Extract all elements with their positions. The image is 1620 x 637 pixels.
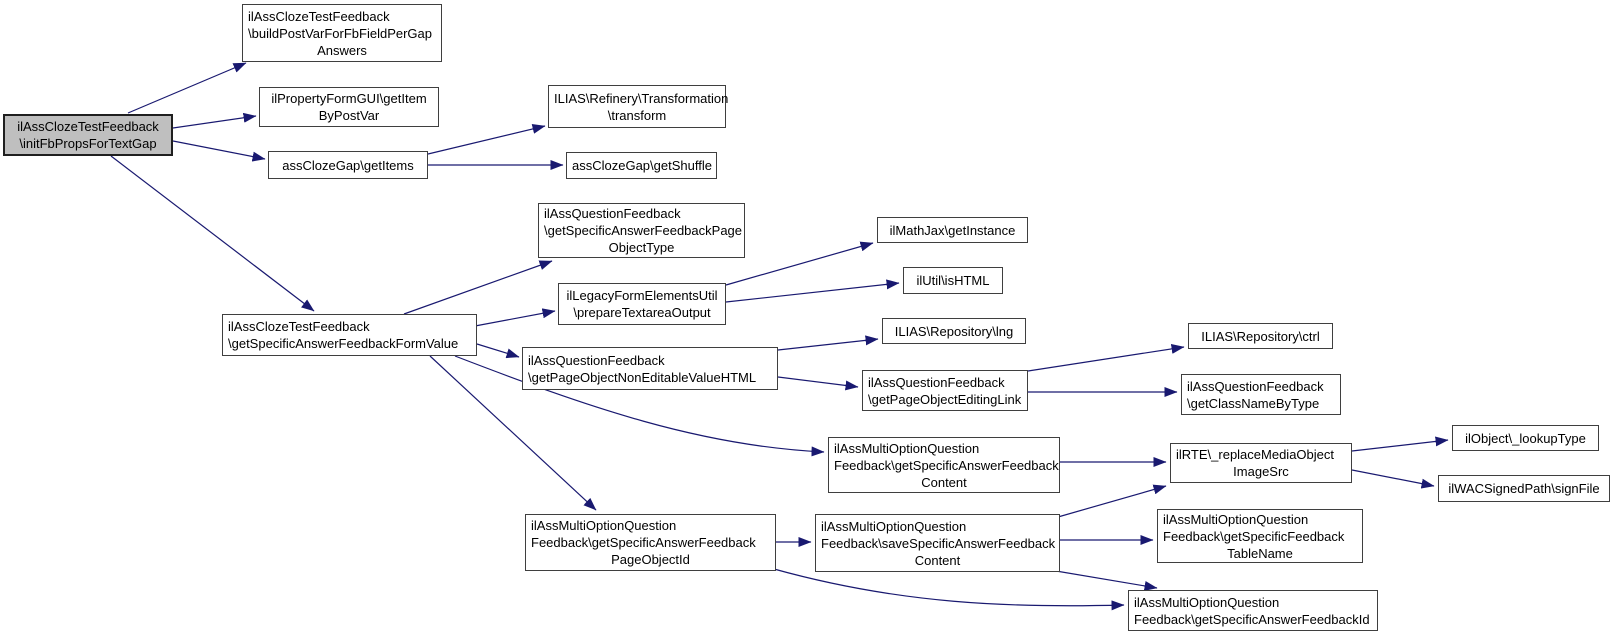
edge-saveSpecificAnswerFeedbackContent--replaceMediaObjectImageSrc xyxy=(1058,486,1166,517)
edge-getSpecificAnswerFeedbackFormValue--getSpecificAnswerFeedbackPageObjectType xyxy=(404,261,552,314)
node-sign-file[interactable]: ilWACSignedPath\signFile xyxy=(1438,475,1610,502)
edge-getPageObjectNonEditableValueHTML--lng xyxy=(778,339,878,350)
node-get-specific-answer-feedback-page-object-id[interactable]: ilAssMultiOptionQuestion Feedback\getSpecificAnswerFeedback PageObjectId xyxy=(525,514,776,571)
node-get-page-object-non-editable-value-html[interactable]: ilAssQuestionFeedback \getPageObjectNonEditableValueHTML xyxy=(522,347,778,390)
edge-initFbPropsForTextGap--buildPostVarForFbFieldPerGapAnswers xyxy=(128,63,246,113)
node-get-item-by-post-var[interactable]: ilPropertyFormGUI\getItem ByPostVar xyxy=(259,87,439,127)
node-lookup-type[interactable]: ilObject\_lookupType xyxy=(1452,425,1599,451)
node-build-post-var-for-fb-field-per-gap-answers[interactable]: ilAssClozeTestFeedback \buildPostVarForFbFieldPerGap Answers xyxy=(242,4,442,62)
node-get-shuffle[interactable]: assClozeGap\getShuffle xyxy=(566,152,717,179)
node-get-page-object-editing-link[interactable]: ilAssQuestionFeedback \getPageObjectEditingLink xyxy=(862,370,1028,411)
edge-initFbPropsForTextGap--getItemByPostVar xyxy=(173,116,256,128)
edge-prepareTextareaOutput--isHTML xyxy=(726,283,899,302)
edge-getSpecificAnswerFeedbackFormValue--getPageObjectNonEditableValueHTML xyxy=(477,344,519,357)
node-get-instance[interactable]: ilMathJax\getInstance xyxy=(877,217,1028,243)
edge-getPageObjectEditingLink--ctrl xyxy=(1028,347,1184,371)
edge-replaceMediaObjectImageSrc--lookupType xyxy=(1352,440,1448,451)
node-is-html[interactable]: ilUtil\isHTML xyxy=(903,267,1003,294)
edge-replaceMediaObjectImageSrc--signFile xyxy=(1352,470,1434,486)
node-save-specific-answer-feedback-content[interactable]: ilAssMultiOptionQuestion Feedback\saveSpecificAnswerFeedback Content xyxy=(815,514,1060,572)
edge-initFbPropsForTextGap--getSpecificAnswerFeedbackFormValue xyxy=(111,156,314,311)
node-get-specific-answer-feedback-page-object-type[interactable]: ilAssQuestionFeedback \getSpecificAnswerFeedbackPage ObjectType xyxy=(538,203,745,258)
node-ctrl[interactable]: ILIAS\Repository\ctrl xyxy=(1188,323,1333,349)
edge-getPageObjectNonEditableValueHTML--getPageObjectEditingLink xyxy=(778,377,858,387)
edge-prepareTextareaOutput--getInstance xyxy=(726,243,873,285)
node-get-items[interactable]: assClozeGap\getItems xyxy=(268,151,428,179)
node-get-specific-answer-feedback-content[interactable]: ilAssMultiOptionQuestion Feedback\getSpecificAnswerFeedback Content xyxy=(828,437,1060,493)
node-get-class-name-by-type[interactable]: ilAssQuestionFeedback \getClassNameByType xyxy=(1181,374,1341,415)
node-lng[interactable]: ILIAS\Repository\lng xyxy=(882,318,1026,344)
edge-initFbPropsForTextGap--getItems xyxy=(173,141,265,159)
node-get-specific-answer-feedback-form-value[interactable]: ilAssClozeTestFeedback \getSpecificAnswerFeedbackFormValue xyxy=(222,314,477,356)
edge-getItems--transform xyxy=(428,126,545,154)
node-prepare-textarea-output[interactable]: ilLegacyFormElementsUtil \prepareTextareaOutput xyxy=(558,283,726,325)
node-get-specific-answer-feedback-id[interactable]: ilAssMultiOptionQuestion Feedback\getSpecificAnswerFeedbackId xyxy=(1128,590,1378,631)
node-get-specific-feedback-table-name[interactable]: ilAssMultiOptionQuestion Feedback\getSpecificFeedback TableName xyxy=(1157,509,1363,563)
node-init-fb-props-for-text-gap[interactable]: ilAssClozeTestFeedback \initFbPropsForTextGap xyxy=(3,114,173,156)
node-transform[interactable]: ILIAS\Refinery\Transformation \transform xyxy=(548,85,726,128)
edge-saveSpecificAnswerFeedbackContent--getSpecificAnswerFeedbackId xyxy=(1056,571,1157,588)
edge-getSpecificAnswerFeedbackPageObjectId--getSpecificAnswerFeedbackId xyxy=(774,569,1124,606)
node-replace-media-object-image-src[interactable]: ilRTE\_replaceMediaObject ImageSrc xyxy=(1170,443,1352,483)
edge-getSpecificAnswerFeedbackFormValue--prepareTextareaOutput xyxy=(475,311,555,326)
